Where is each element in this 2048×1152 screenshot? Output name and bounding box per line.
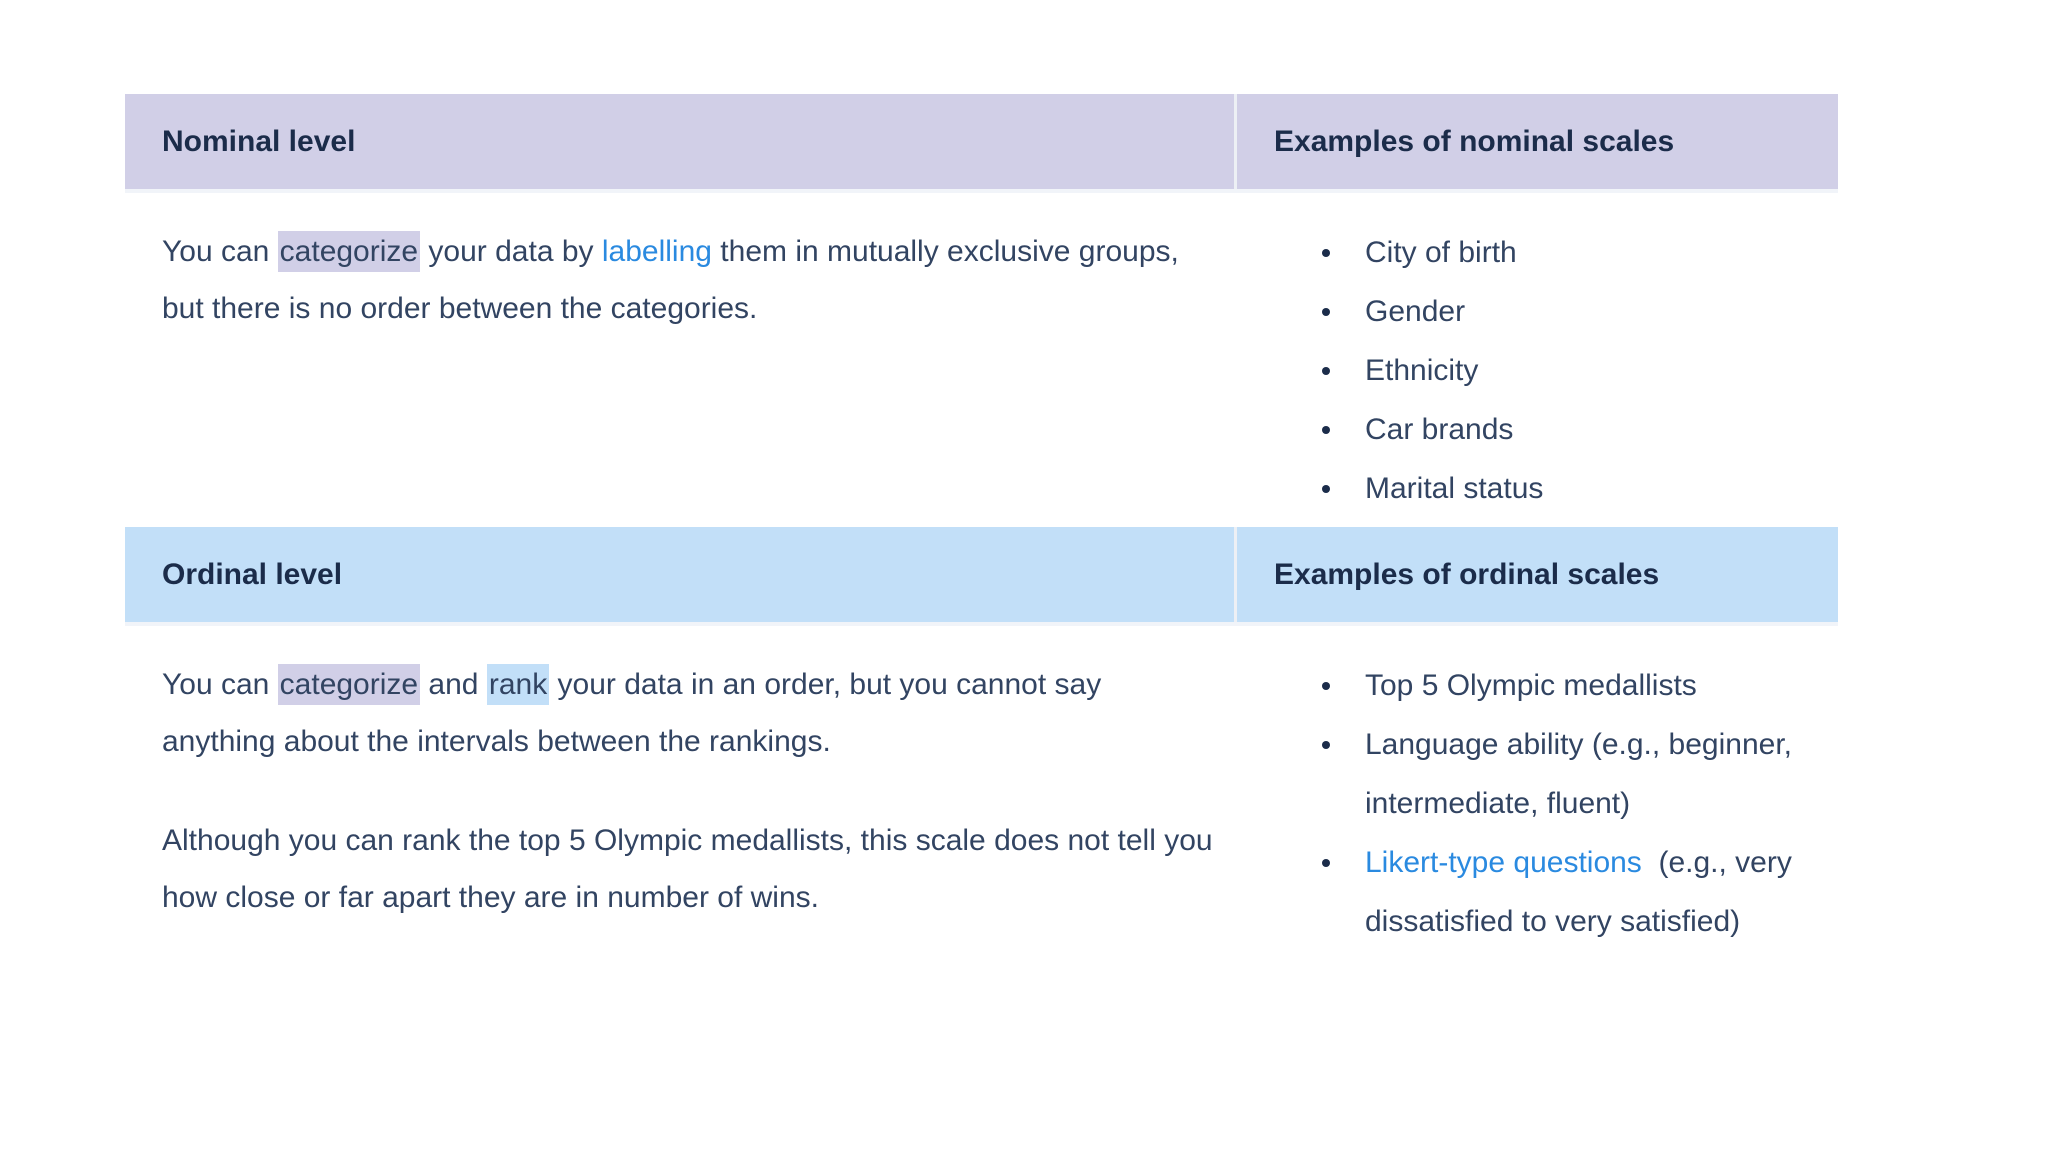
ordinal-level-heading: Ordinal level [125, 527, 1237, 622]
example-text: Gender [1365, 295, 1466, 328]
ordinal-description [125, 626, 1237, 1066]
rank-highlight: rank [487, 664, 549, 705]
ordinal-header-row [125, 527, 1838, 626]
nominal-examples [1237, 193, 1838, 527]
ordinal-desc-part2: and [420, 668, 487, 701]
nominal-examples-list [1237, 223, 1838, 518]
bullet-icon [1322, 741, 1330, 749]
nominal-desc-part1: You can [162, 235, 278, 268]
example-text: City of birth [1365, 236, 1517, 269]
bullet-icon [1322, 367, 1330, 375]
ordinal-body-row [125, 626, 1838, 1066]
likert-link[interactable]: Likert-type questions [1365, 846, 1642, 879]
ordinal-desc-part3: your data in an order, but you cannot say anything about the intervals between the rankings. [162, 668, 1102, 758]
nominal-description [125, 193, 1237, 527]
nominal-desc-part3: them in mutually exclusive groups, but there is no order between the categories. [162, 235, 1179, 325]
nominal-desc-part2: your data by [420, 235, 602, 268]
example-text: Language ability (e.g., beginner, intermediate, fluent) [1365, 728, 1792, 820]
labelling-link[interactable]: labelling [601, 235, 712, 268]
bullet-icon [1322, 308, 1330, 316]
bullet-icon [1322, 859, 1330, 867]
example-text: Top 5 Olympic medallists [1365, 669, 1697, 702]
list-item [1237, 715, 1838, 833]
list-item [1237, 656, 1838, 715]
ordinal-example-explanation: Although you can rank the top 5 Olympic medallists, this scale does not tell you how close or far apart they are in number of wins. [162, 824, 1213, 914]
nominal-description-text [162, 223, 1217, 337]
bullet-icon [1322, 426, 1330, 434]
example-text: Car brands [1365, 413, 1514, 446]
nominal-level-heading: Nominal level [125, 94, 1237, 189]
list-item [1237, 459, 1838, 518]
ordinal-desc-part1: You can [162, 668, 278, 701]
example-text: Marital status [1365, 472, 1544, 505]
bullet-icon [1322, 249, 1330, 257]
list-item [1237, 400, 1838, 459]
bullet-icon [1322, 485, 1330, 493]
bullet-icon [1322, 682, 1330, 690]
example-text: Ethnicity [1365, 354, 1479, 387]
list-item [1237, 223, 1838, 282]
nominal-body-row [125, 193, 1838, 527]
list-item [1237, 833, 1838, 951]
nominal-examples-heading: Examples of nominal scales [1274, 124, 1675, 158]
ordinal-examples-list [1237, 656, 1838, 951]
list-item [1237, 282, 1838, 341]
ordinal-description-text [162, 656, 1217, 770]
levels-of-measurement-table [125, 94, 1838, 1066]
ordinal-examples-heading: Examples of ordinal scales [1274, 557, 1660, 591]
ordinal-examples [1237, 626, 1838, 1066]
categorize-highlight: categorize [278, 231, 420, 272]
categorize-highlight: categorize [278, 664, 420, 705]
list-item [1237, 341, 1838, 400]
nominal-header-row [125, 94, 1838, 193]
likert-description: (e.g., very dissatisfied to very satisfied) [1365, 846, 1801, 938]
